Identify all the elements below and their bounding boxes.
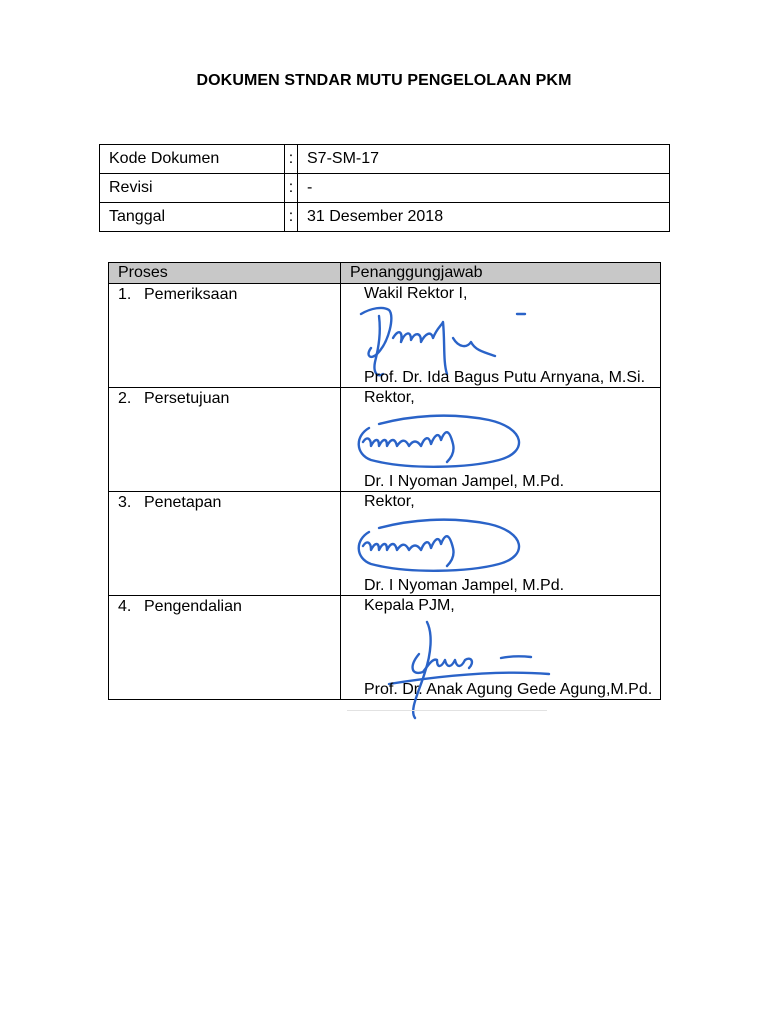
approval-row-pengendalian xyxy=(109,596,661,700)
process-cell xyxy=(109,492,341,596)
approval-table xyxy=(108,262,661,700)
meta-label: Revisi xyxy=(100,174,285,203)
signer-role: Kepala PJM, xyxy=(364,597,455,614)
signer-name: Dr. I Nyoman Jampel, M.Pd. xyxy=(364,473,565,490)
signer-name: Dr. I Nyoman Jampel, M.Pd. xyxy=(364,577,565,594)
responsible-cell xyxy=(341,284,661,388)
meta-value: - xyxy=(298,174,670,203)
signature-agung xyxy=(349,614,569,724)
signer-name: Prof. Dr. Ida Bagus Putu Arnyana, M.Si. xyxy=(364,369,646,386)
signer-role: Wakil Rektor I, xyxy=(364,285,468,302)
meta-value: 31 Desember 2018 xyxy=(298,203,670,232)
step-number: 1. xyxy=(118,286,132,303)
step-label: Persetujuan xyxy=(144,390,230,407)
meta-label: Tanggal xyxy=(100,203,285,232)
meta-label: Kode Dokumen xyxy=(100,145,285,174)
step-label: Penetapan xyxy=(144,494,222,511)
header-responsible: Penanggungjawab xyxy=(341,263,661,284)
document-meta-table xyxy=(99,144,670,232)
meta-separator: : xyxy=(285,145,298,174)
meta-row-kode xyxy=(100,145,670,174)
meta-row-tanggal xyxy=(100,203,670,232)
responsible-cell xyxy=(341,492,661,596)
meta-separator: : xyxy=(285,174,298,203)
step-label: Pengendalian xyxy=(144,598,242,615)
meta-value: S7-SM-17 xyxy=(298,145,670,174)
meta-row-revisi xyxy=(100,174,670,203)
step-number: 3. xyxy=(118,494,132,511)
signer-role: Rektor, xyxy=(364,493,415,510)
header-process: Proses xyxy=(109,263,341,284)
step-number: 4. xyxy=(118,598,132,615)
approval-row-persetujuan xyxy=(109,388,661,492)
process-cell xyxy=(109,388,341,492)
signer-role: Rektor, xyxy=(364,389,415,406)
step-number: 2. xyxy=(118,390,132,407)
signer-name: Prof. Dr. Anak Agung Gede Agung,M.Pd. xyxy=(364,681,653,698)
approval-row-penetapan xyxy=(109,492,661,596)
approval-header-row xyxy=(109,263,661,284)
meta-separator: : xyxy=(285,203,298,232)
document-title: DOKUMEN STNDAR MUTU PENGELOLAAN PKM xyxy=(196,72,572,89)
process-cell xyxy=(109,596,341,700)
scan-artifact-line xyxy=(347,710,547,711)
approval-row-pemeriksaan xyxy=(109,284,661,388)
responsible-cell xyxy=(341,596,661,700)
step-label: Pemeriksaan xyxy=(144,286,238,303)
responsible-cell xyxy=(341,388,661,492)
process-cell xyxy=(109,284,341,388)
